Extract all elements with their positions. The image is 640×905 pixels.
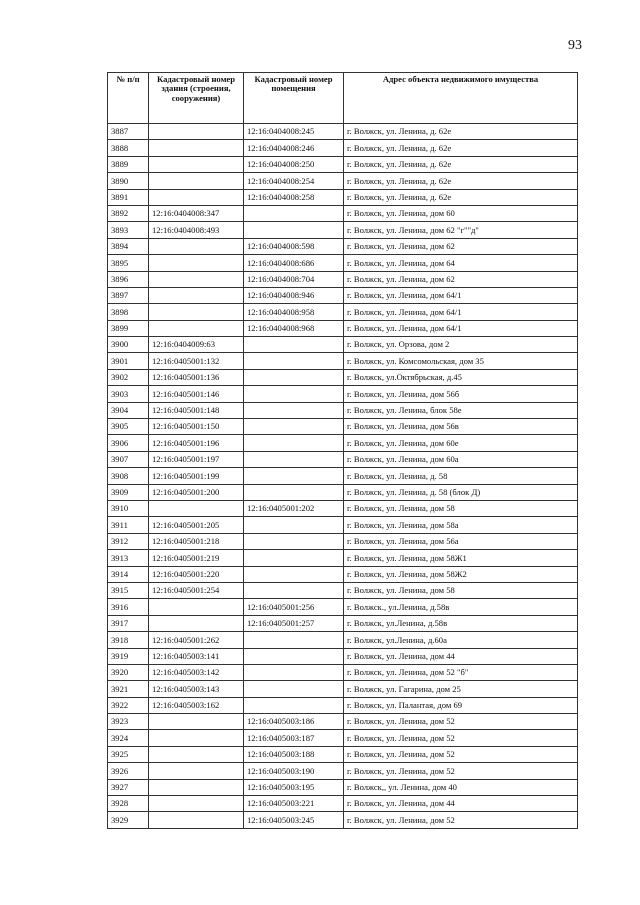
cell-row-number: 3894 [108,238,149,254]
table-row [108,419,578,435]
cell-row-number: 3908 [108,468,149,484]
table-row [108,533,578,549]
cell-room-cadastral-number [244,697,344,713]
cell-property-address: г. Волжск, ул. Ленина, дом 52 [344,812,578,828]
cell-property-address: г. Волжск, ул. Ленина, дом 56в [344,419,578,435]
cell-building-cadastral-number [149,156,244,172]
cell-row-number: 3924 [108,730,149,746]
header-row-number: № п/п [108,73,149,124]
cell-row-number: 3923 [108,714,149,730]
cell-property-address: г. Волжск, ул. Ленина, дом 64/1 [344,304,578,320]
cell-room-cadastral-number [244,435,344,451]
cell-room-cadastral-number [244,337,344,353]
cell-building-cadastral-number [149,714,244,730]
cell-row-number: 3891 [108,189,149,205]
cell-building-cadastral-number [149,763,244,779]
cell-row-number: 3896 [108,271,149,287]
cell-row-number: 3920 [108,664,149,680]
table-row [108,632,578,648]
table-row [108,796,578,812]
cell-row-number: 3889 [108,156,149,172]
table-row [108,369,578,385]
cell-row-number: 3915 [108,582,149,598]
cell-building-cadastral-number: 12:16:0405001:150 [149,419,244,435]
cell-property-address: г. Волжск, ул. Ленина, д. 62е [344,173,578,189]
cell-room-cadastral-number [244,419,344,435]
cell-property-address: г. Волжск, ул. Ленина, дом 62 [344,271,578,287]
cell-row-number: 3914 [108,566,149,582]
cell-row-number: 3892 [108,205,149,221]
cell-row-number: 3926 [108,763,149,779]
cell-room-cadastral-number: 12:16:0405003:188 [244,746,344,762]
cell-room-cadastral-number [244,369,344,385]
cell-room-cadastral-number: 12:16:0404008:254 [244,173,344,189]
cell-property-address: г. Волжск, ул. Ленина, дом 62 "г""д" [344,222,578,238]
cell-property-address: г. Волжск, ул. Ленина, дом 52 "б" [344,664,578,680]
cell-building-cadastral-number: 12:16:0405001:262 [149,632,244,648]
cell-room-cadastral-number [244,205,344,221]
cell-room-cadastral-number [244,664,344,680]
cell-row-number: 3893 [108,222,149,238]
cell-room-cadastral-number: 12:16:0405003:186 [244,714,344,730]
cell-room-cadastral-number: 12:16:0404008:968 [244,320,344,336]
cell-row-number: 3925 [108,746,149,762]
cell-building-cadastral-number [149,320,244,336]
cell-row-number: 3909 [108,484,149,500]
cell-property-address: г. Волжск, ул.Ленина, д.58в [344,615,578,631]
cell-property-address: г. Волжск, ул. Ленина, дом 64/1 [344,287,578,303]
cell-row-number: 3919 [108,648,149,664]
cell-row-number: 3922 [108,697,149,713]
cell-property-address: г. Волжск, ул. Ленина, д. 62е [344,124,578,140]
table-row [108,484,578,500]
cell-row-number: 3904 [108,402,149,418]
cell-building-cadastral-number [149,746,244,762]
cell-building-cadastral-number: 12:16:0405001:200 [149,484,244,500]
header-property-address: Адрес объекта недвижимого имущества [344,73,578,124]
table-row [108,435,578,451]
cell-room-cadastral-number [244,402,344,418]
cell-property-address: г. Волжск, ул. Ленина, дом 58 [344,582,578,598]
cell-room-cadastral-number: 12:16:0405001:256 [244,599,344,615]
cell-room-cadastral-number: 12:16:0405003:195 [244,779,344,795]
cell-property-address: г. Волжск, ул. Ленина, дом 44 [344,648,578,664]
table-row [108,566,578,582]
cell-row-number: 3910 [108,500,149,516]
table-row [108,697,578,713]
cell-room-cadastral-number [244,533,344,549]
cell-property-address: г. Волжск, ул. Ленина, дом 60е [344,435,578,451]
table-row [108,517,578,533]
cell-property-address: г. Волжск, ул. Ленина, блок 58е [344,402,578,418]
table-row [108,615,578,631]
cell-row-number: 3888 [108,140,149,156]
cell-row-number: 3897 [108,287,149,303]
cell-row-number: 3901 [108,353,149,369]
cell-property-address: г. Волжск, ул. Ленина, дом 60 [344,205,578,221]
cell-property-address: г. Волжск, ул. Ленина, дом 52 [344,730,578,746]
table-row [108,287,578,303]
table-row [108,140,578,156]
cell-property-address: г. Волжск, ул. Орзова, дом 2 [344,337,578,353]
table-row [108,238,578,254]
cell-row-number: 3916 [108,599,149,615]
cell-property-address: г. Волжск, ул. Ленина, дом 52 [344,763,578,779]
cell-property-address: г. Волжск,, ул. Ленина, дом 40 [344,779,578,795]
cell-property-address: г. Волжск, ул. Комсомольская, дом 35 [344,353,578,369]
cell-property-address: г. Волжск, ул. Ленина, дом 62 [344,238,578,254]
cell-property-address: г. Волжск, ул. Ленина, д. 62е [344,156,578,172]
cell-row-number: 3929 [108,812,149,828]
cell-property-address: г. Волжск, ул. Ленина, дом 52 [344,714,578,730]
cell-property-address: г. Волжск., ул.Ленина, д.58в [344,599,578,615]
cell-row-number: 3913 [108,550,149,566]
cell-property-address: г. Волжск, ул.Ленина, д.60а [344,632,578,648]
table-row [108,451,578,467]
cell-room-cadastral-number [244,566,344,582]
table-row [108,582,578,598]
cell-property-address: г. Волжск, ул. Ленина, дом 56а [344,533,578,549]
cell-row-number: 3918 [108,632,149,648]
table-row [108,353,578,369]
cell-room-cadastral-number: 12:16:0405001:202 [244,500,344,516]
cell-building-cadastral-number: 12:16:0405003:142 [149,664,244,680]
table-row [108,648,578,664]
cell-row-number: 3912 [108,533,149,549]
cell-building-cadastral-number: 12:16:0405001:132 [149,353,244,369]
cell-row-number: 3906 [108,435,149,451]
cell-room-cadastral-number: 12:16:0404008:258 [244,189,344,205]
table-row [108,189,578,205]
table-row [108,386,578,402]
cell-room-cadastral-number: 12:16:0404008:245 [244,124,344,140]
cell-building-cadastral-number: 12:16:0405001:136 [149,369,244,385]
table-body [108,124,578,829]
cell-building-cadastral-number [149,124,244,140]
cell-property-address: г. Волжск, ул. Гагарина, дом 25 [344,681,578,697]
cell-building-cadastral-number [149,779,244,795]
cell-property-address: г. Волжск, ул. Ленина, дом 58Ж2 [344,566,578,582]
cell-building-cadastral-number: 12:16:0405001:254 [149,582,244,598]
cell-row-number: 3899 [108,320,149,336]
cell-room-cadastral-number: 12:16:0405003:187 [244,730,344,746]
cell-building-cadastral-number: 12:16:0405001:197 [149,451,244,467]
cell-building-cadastral-number: 12:16:0404009:63 [149,337,244,353]
table-row [108,681,578,697]
cell-room-cadastral-number [244,632,344,648]
cell-room-cadastral-number: 12:16:0404008:946 [244,287,344,303]
table-row [108,779,578,795]
cell-building-cadastral-number [149,730,244,746]
cell-room-cadastral-number [244,222,344,238]
table-row [108,468,578,484]
cell-building-cadastral-number [149,255,244,271]
table-row [108,402,578,418]
cell-property-address: г. Волжск, ул. Ленина, д. 62е [344,140,578,156]
cell-building-cadastral-number [149,599,244,615]
cell-row-number: 3895 [108,255,149,271]
cell-row-number: 3898 [108,304,149,320]
cell-room-cadastral-number: 12:16:0405003:245 [244,812,344,828]
cell-room-cadastral-number [244,582,344,598]
cell-building-cadastral-number [149,271,244,287]
table-row [108,304,578,320]
table-row [108,271,578,287]
cell-building-cadastral-number: 12:16:0405003:143 [149,681,244,697]
cell-building-cadastral-number [149,796,244,812]
cell-room-cadastral-number [244,386,344,402]
cell-room-cadastral-number: 12:16:0404008:686 [244,255,344,271]
page-number: 93 [568,38,582,53]
cell-room-cadastral-number [244,550,344,566]
table-row [108,550,578,566]
cell-property-address: г. Волжск, ул. Ленина, дом 56б [344,386,578,402]
cell-room-cadastral-number [244,353,344,369]
cell-room-cadastral-number: 12:16:0404008:246 [244,140,344,156]
cell-row-number: 3907 [108,451,149,467]
cell-row-number: 3905 [108,419,149,435]
cell-room-cadastral-number [244,681,344,697]
table-row [108,255,578,271]
cell-building-cadastral-number [149,189,244,205]
table-row [108,222,578,238]
cell-row-number: 3902 [108,369,149,385]
cell-row-number: 3890 [108,173,149,189]
cell-room-cadastral-number [244,484,344,500]
cell-building-cadastral-number: 12:16:0405001:218 [149,533,244,549]
cell-property-address: г. Волжск, ул. Ленина, дом 52 [344,746,578,762]
cell-building-cadastral-number: 12:16:0404008:347 [149,205,244,221]
table-row [108,730,578,746]
cell-property-address: г. Волжск, ул. Ленина, д. 58 (блок Д) [344,484,578,500]
table-header-row [108,73,578,124]
table-row [108,205,578,221]
cell-property-address: г. Волжск, ул. Ленина, дом 64/1 [344,320,578,336]
cell-property-address: г. Волжск, ул. Ленина, дом 58 [344,500,578,516]
cell-building-cadastral-number [149,812,244,828]
cell-property-address: г. Волжск, ул. Ленина, д. 62е [344,189,578,205]
property-registry-table [107,72,578,829]
cell-building-cadastral-number: 12:16:0405003:162 [149,697,244,713]
table-row [108,599,578,615]
cell-row-number: 3903 [108,386,149,402]
cell-row-number: 3917 [108,615,149,631]
cell-building-cadastral-number: 12:16:0405001:146 [149,386,244,402]
cell-room-cadastral-number: 12:16:0404008:958 [244,304,344,320]
cell-row-number: 3921 [108,681,149,697]
cell-building-cadastral-number: 12:16:0405001:196 [149,435,244,451]
cell-building-cadastral-number [149,287,244,303]
cell-property-address: г. Волжск, ул. Ленина, дом 64 [344,255,578,271]
cell-building-cadastral-number: 12:16:0405001:219 [149,550,244,566]
cell-property-address: г. Волжск, ул. Ленина, дом 60а [344,451,578,467]
cell-room-cadastral-number: 12:16:0405003:190 [244,763,344,779]
cell-row-number: 3911 [108,517,149,533]
cell-room-cadastral-number: 12:16:0405003:221 [244,796,344,812]
table-row [108,763,578,779]
cell-row-number: 3928 [108,796,149,812]
table-row [108,746,578,762]
cell-building-cadastral-number [149,304,244,320]
cell-building-cadastral-number: 12:16:0405003:141 [149,648,244,664]
cell-building-cadastral-number: 12:16:0405001:148 [149,402,244,418]
cell-property-address: г. Волжск, ул. Палантая, дом 69 [344,697,578,713]
table-row [108,714,578,730]
cell-building-cadastral-number: 12:16:0405001:220 [149,566,244,582]
table-row [108,500,578,516]
table-row [108,812,578,828]
table-row [108,320,578,336]
cell-room-cadastral-number [244,451,344,467]
cell-property-address: г. Волжск, ул. Ленина, дом 58а [344,517,578,533]
table-row [108,124,578,140]
cell-room-cadastral-number: 12:16:0404008:704 [244,271,344,287]
cell-property-address: г. Волжск, ул. Ленина, дом 44 [344,796,578,812]
cell-building-cadastral-number [149,238,244,254]
table-row [108,337,578,353]
cell-room-cadastral-number [244,468,344,484]
table-row [108,156,578,172]
table-row [108,173,578,189]
cell-building-cadastral-number: 12:16:0404008:493 [149,222,244,238]
cell-building-cadastral-number [149,500,244,516]
cell-room-cadastral-number: 12:16:0404008:250 [244,156,344,172]
cell-building-cadastral-number [149,615,244,631]
cell-room-cadastral-number [244,648,344,664]
cell-property-address: г. Волжск, ул. Ленина, дом 58Ж1 [344,550,578,566]
cell-row-number: 3900 [108,337,149,353]
cell-property-address: г. Волжск, ул. Ленина, д. 58 [344,468,578,484]
cell-property-address: г. Волжск, ул.Октябрьская, д.45 [344,369,578,385]
table-row [108,664,578,680]
header-building-cadastral-number: Кадастровый номер здания (строения, сооружения) [149,73,244,124]
cell-building-cadastral-number: 12:16:0405001:205 [149,517,244,533]
cell-row-number: 3927 [108,779,149,795]
cell-building-cadastral-number [149,140,244,156]
cell-room-cadastral-number: 12:16:0404008:598 [244,238,344,254]
cell-building-cadastral-number: 12:16:0405001:199 [149,468,244,484]
cell-room-cadastral-number [244,517,344,533]
cell-room-cadastral-number: 12:16:0405001:257 [244,615,344,631]
cell-row-number: 3887 [108,124,149,140]
cell-building-cadastral-number [149,173,244,189]
header-room-cadastral-number: Кадастровый номер помещения [244,73,344,124]
